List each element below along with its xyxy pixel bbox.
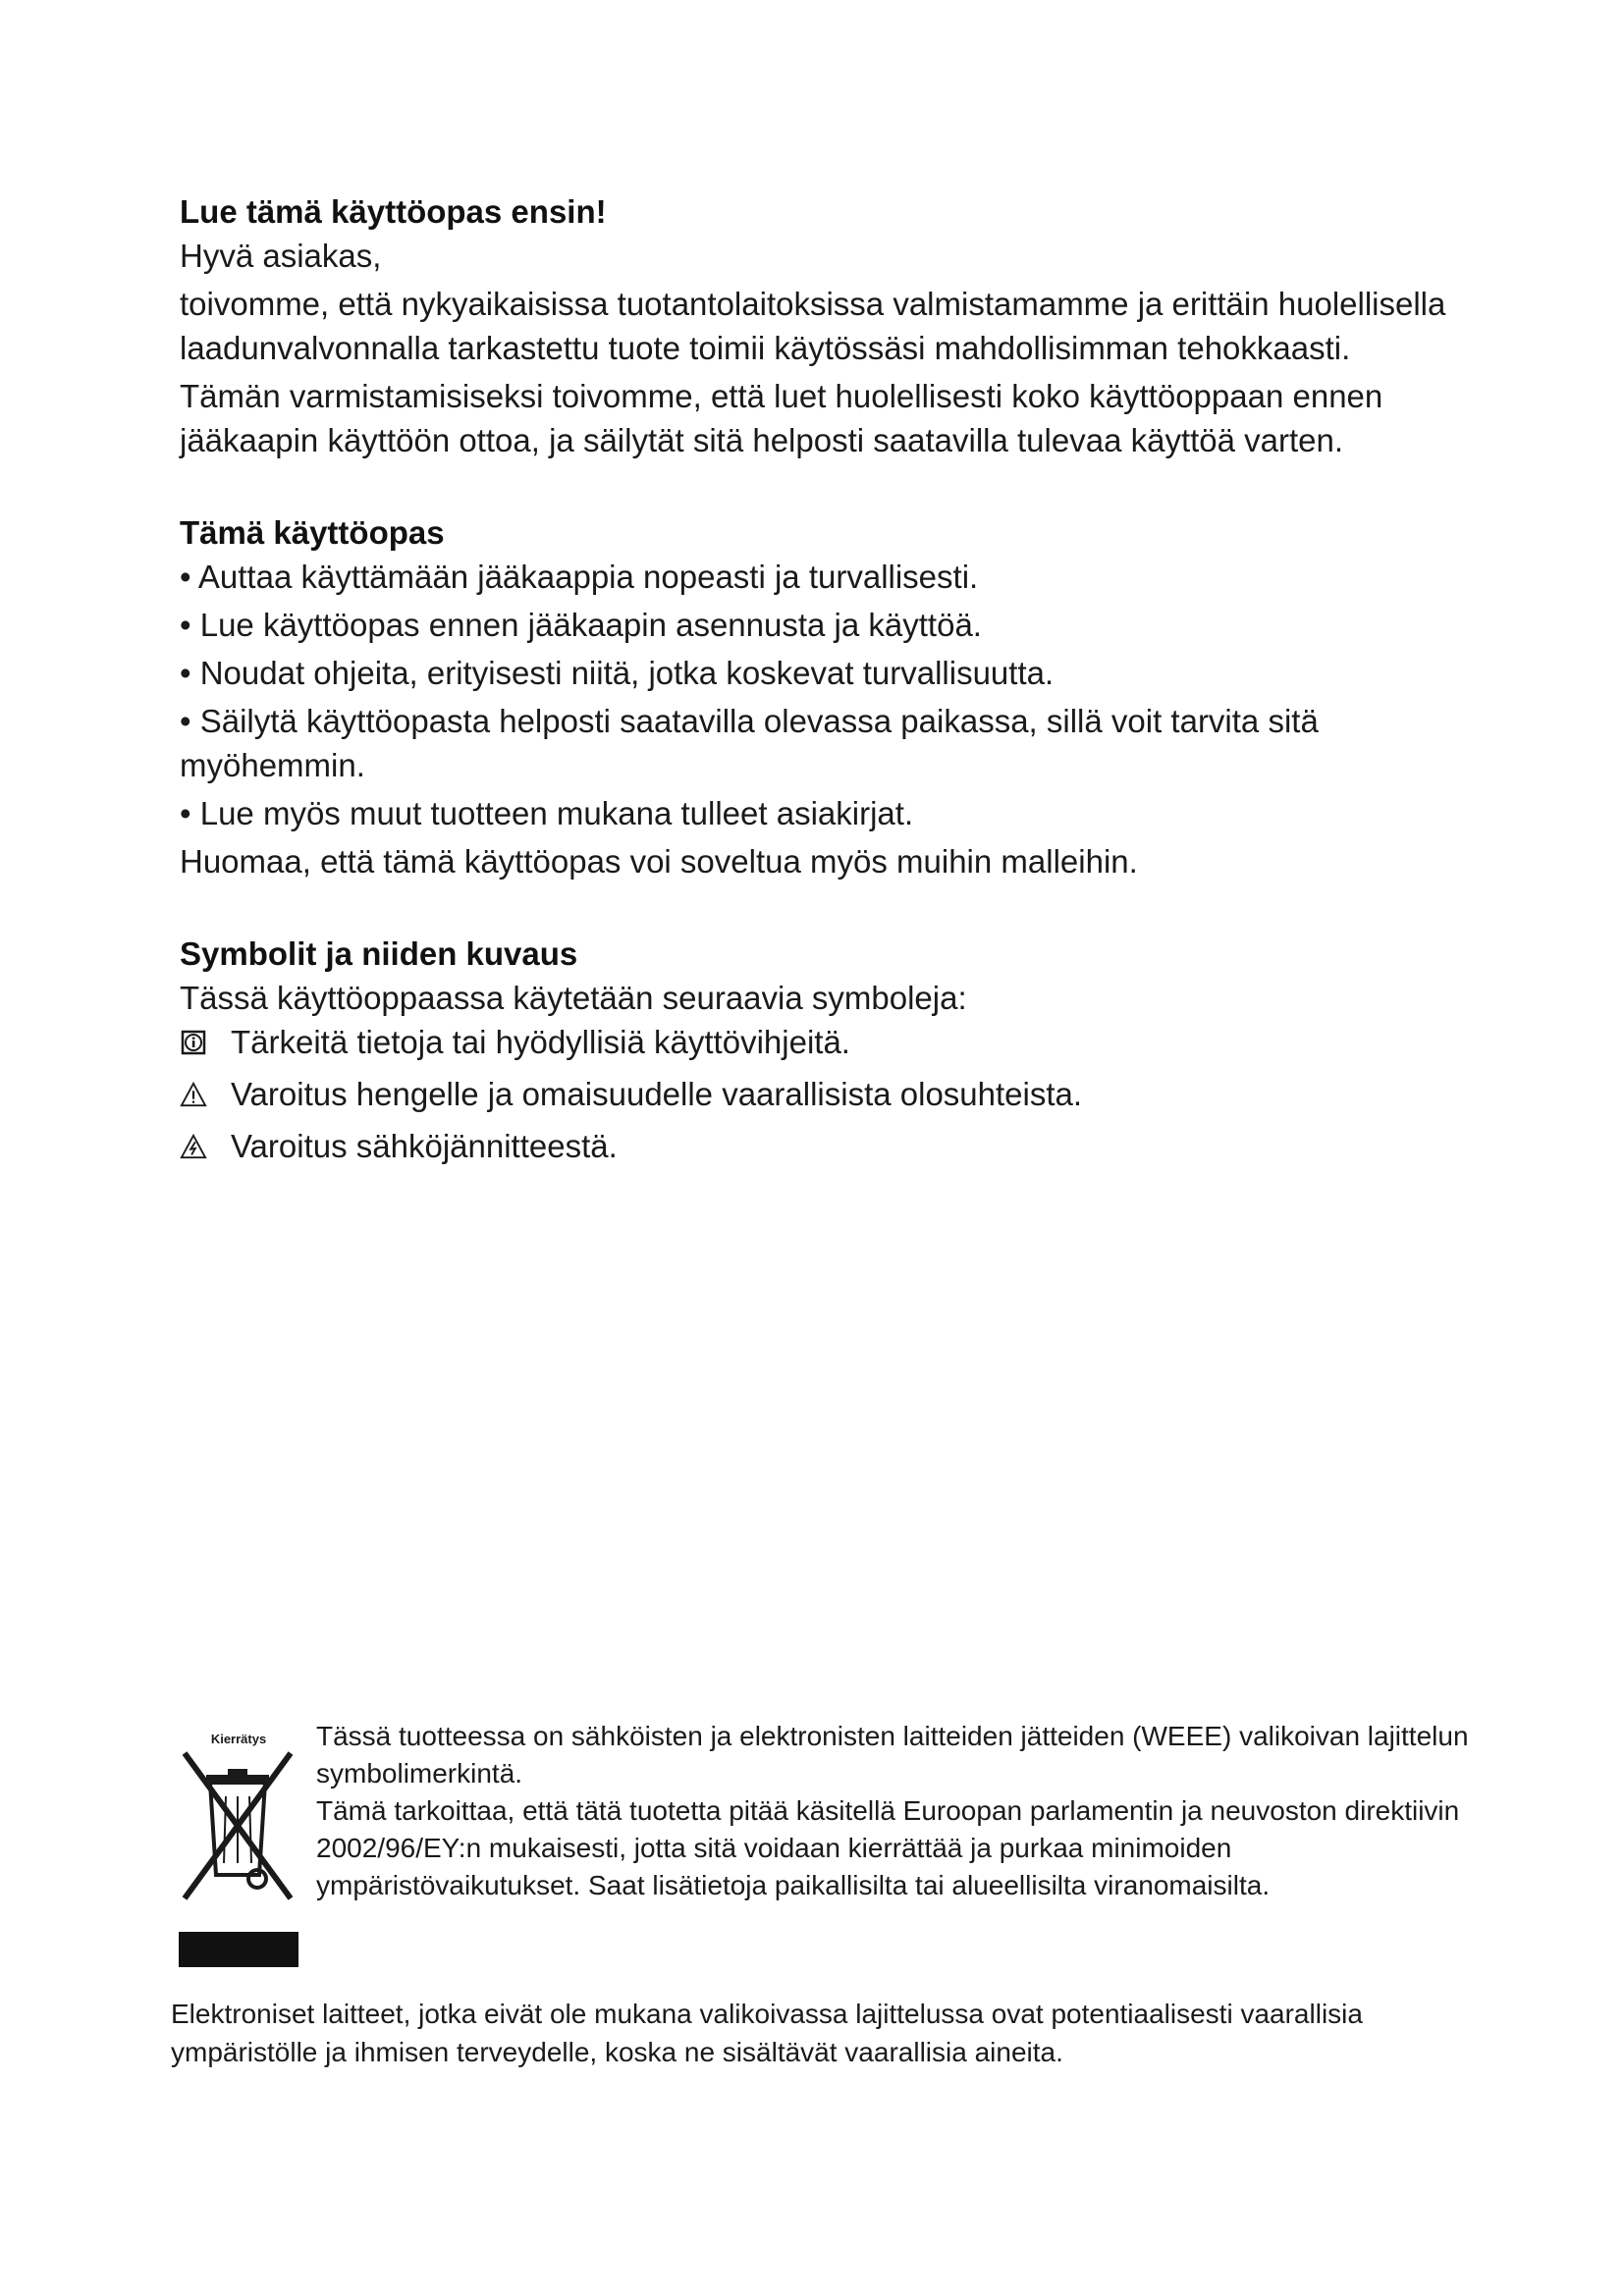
weee-text-2: Tämä tarkoittaa, että tätä tuotetta pitää käsitellä Euroopan parlamentin ja neuvoston direktiivin 2002/96/EY:n mukaisesti, jotta sitä voidaan kierrättää ja purkaa minimoiden ympäristövaikutukset. Saat lisätietoja paikallisilta tai alueellisilta viranomaisilta. xyxy=(316,1795,1460,1900)
intro-paragraph-2: Tämän varmistamisiseksi toivomme, että luet huolellisesti koko käyttöoppaan ennen jääkaapin käyttöön ottoa, ja säilytät sitä helposti saatavilla tulevaa käyttöä varten. xyxy=(180,378,1383,458)
footer-note: Elektroniset laitteet, jotka eivät ole mukana valikoivassa lajittelussa ovat potentiaalisesti vaarallisia ympäristölle ja ihmisen terveydelle, koska ne sisältävät vaarallisia aineita. xyxy=(171,1999,1363,2067)
intro-paragraph-1: toivomme, että nykyaikaisissa tuotantolaitoksissa valmistamamme ja erittäin huolellisella laadunvalvonnalla tarkastettu tuote toimii käytössäsi mahdollisimman tehokkaasti. xyxy=(180,286,1446,366)
symbols-title: Symbolit ja niiden kuvaus xyxy=(180,935,578,972)
guide-bullet: • Lue myös muut tuotteen mukana tulleet asiakirjat. xyxy=(180,795,914,831)
symbol-row-electric xyxy=(180,1124,1476,1168)
guide-bullet: • Lue käyttöopas ennen jääkaapin asennusta ja käyttöä. xyxy=(180,607,982,643)
weee-recycle-logo xyxy=(175,1718,302,1973)
symbol-warning-text: Varoitus hengelle ja omaisuudelle vaarallisista olosuhteista. xyxy=(231,1076,1083,1112)
intro-greeting: Hyvä asiakas, xyxy=(180,238,382,274)
weee-text-block xyxy=(316,1718,1494,1904)
intro-title: Lue tämä käyttöopas ensin! xyxy=(180,193,607,230)
weee-text-1: Tässä tuotteessa on sähköisten ja elektronisten laitteiden jätteiden (WEEE) valikoivan lajittelun symbolimerkintä. xyxy=(316,1721,1469,1789)
guide-bullet: • Noudat ohjeita, erityisesti niitä, jotka koskevat turvallisuutta. xyxy=(180,655,1055,691)
guide-bullet: • Säilytä käyttöopasta helposti saatavilla olevassa paikassa, sillä voit tarvita sitä myöhemmin. xyxy=(180,703,1319,783)
info-icon xyxy=(180,1029,207,1056)
main-content xyxy=(180,190,1476,1176)
symbol-row-info xyxy=(180,1020,1476,1064)
warning-triangle-icon xyxy=(180,1081,207,1108)
symbols-intro: Tässä käyttöoppaassa käytetään seuraavia symboleja: xyxy=(180,980,967,1016)
symbols-section xyxy=(180,933,1476,1168)
guide-section xyxy=(180,511,1476,883)
guide-bullet: • Auttaa käyttämään jääkaappia nopeasti ja turvallisesti. xyxy=(180,559,979,595)
symbol-row-warning xyxy=(180,1072,1476,1116)
symbol-info-text: Tärkeitä tietoja tai hyödyllisiä käyttövihjeitä. xyxy=(231,1024,850,1060)
guide-title: Tämä käyttöopas xyxy=(180,514,445,551)
electric-warning-icon xyxy=(180,1133,207,1160)
weee-section xyxy=(175,1718,1481,1973)
weee-logo-label: Kierrätys xyxy=(210,1732,267,1746)
symbol-electric-text: Varoitus sähköjännitteestä. xyxy=(231,1128,618,1164)
guide-note: Huomaa, että tämä käyttöopas voi soveltua myös muihin malleihin. xyxy=(180,843,1138,880)
